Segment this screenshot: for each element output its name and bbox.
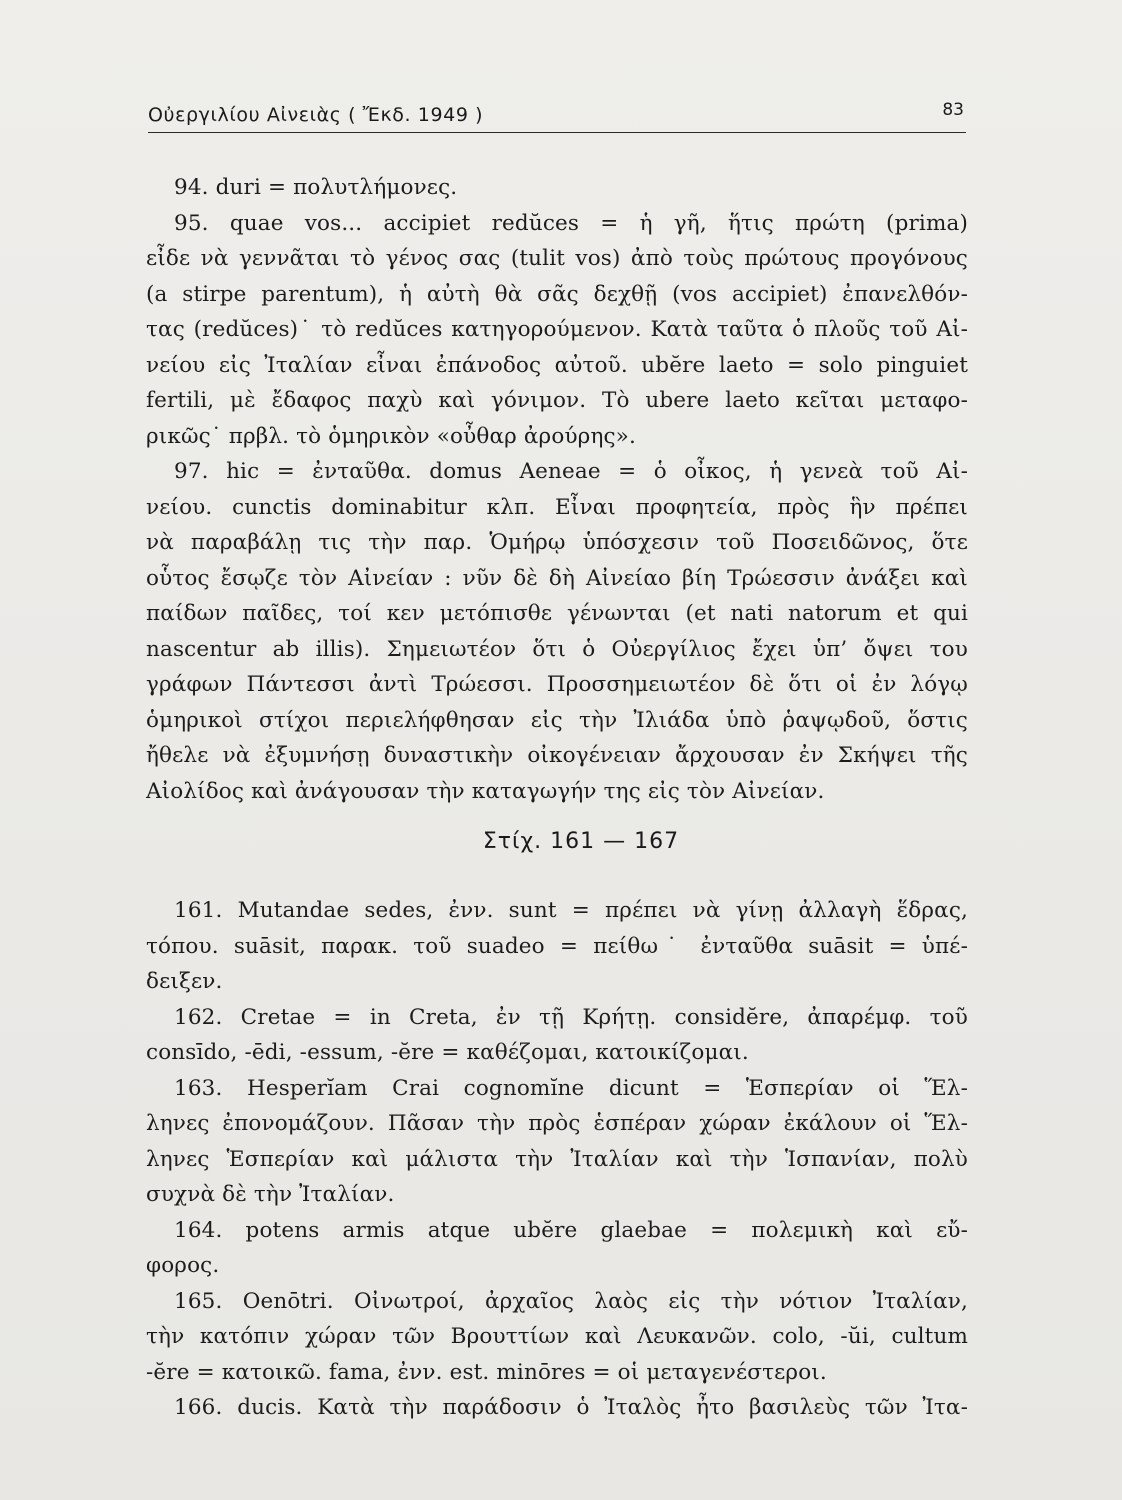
text-line: fertili, μὲ ἔδαφος παχὺ καὶ γόνιμον. Τὸ ubere laeto κεῖται μεταφο- bbox=[146, 388, 968, 413]
text-line: 94. duri = πολυτλήμονες. bbox=[174, 175, 458, 200]
text-line: 163. Hesperĭam Crai cognomĭne dicunt = Ἑσπερίαν οἱ Ἕλ- bbox=[174, 1075, 968, 1101]
text-line: ὁμηρικοὶ στίχοι περιελήφθησαν εἰς τὴν Ἰλιάδα ὑπὸ ῥαψῳδοῦ, ὅστις bbox=[146, 707, 968, 733]
text-line: 162. Cretae = in Creta, ἐν τῇ Κρήτῃ. considĕre, ἀπαρέμφ. τοῦ bbox=[174, 1004, 968, 1030]
commentary-block-1 bbox=[146, 170, 968, 809]
text-line: παίδων παῖδες, τοί κεν μετόπισθε γένωνται (et nati natorum et qui bbox=[146, 601, 968, 626]
text-line: (a stirpe parentum), ἡ αὐτὴ θὰ σᾶς δεχθῇ (vos accipiet) ἐπανελθόν- bbox=[146, 281, 968, 307]
text-line: νὰ παραβάλῃ τις τὴν παρ. Ὁμήρῳ ὑπόσχεσιν τοῦ Ποσειδῶνος, ὅτε bbox=[146, 530, 968, 555]
text-line: δειξεν. bbox=[146, 969, 223, 994]
text-line: -ĕre = κατοικῶ. fama, ἐνν. est. minōres = οἱ μεταγενέστεροι. bbox=[146, 1359, 827, 1385]
text-line: τόπου. suāsit, παρακ. τοῦ suadeo = πείθω˙ ἐνταῦθα suāsit = ὑπέ- bbox=[146, 933, 968, 959]
text-line: 165. Oenōtri. Οἰνωτροί, ἀρχαῖος λαὸς εἰς τὴν νότιον Ἰταλίαν, bbox=[174, 1288, 968, 1314]
text-line: consīdo, -ēdi, -essum, -ĕre = καθέζομαι, κατοικίζομαι. bbox=[146, 1040, 749, 1065]
text-line: γράφων Πάντεσσι ἀντὶ Τρώεσσι. Προσσημειωτέον δὲ ὅτι οἱ ἐν λόγῳ bbox=[146, 672, 968, 697]
text-line: ἤθελε νὰ ἐξυμνήσῃ δυναστικὴν οἰκογένειαν ἄρχουσαν ἐν Σκήψει τῆς bbox=[146, 743, 968, 768]
text-line: νείου. cunctis dominabitur κλπ. Εἶναι προφητεία, πρὸς ἣν πρέπει bbox=[146, 494, 968, 520]
text-line: Αἰολίδος καὶ ἀνάγουσαν τὴν καταγωγήν της εἰς τὸν Αἰνείαν. bbox=[146, 778, 825, 804]
text-line: 166. ducis. Κατὰ τὴν παράδοσιν ὁ Ἰταλὸς ἦτο βασιλεὺς τῶν Ἰτα- bbox=[174, 1395, 968, 1420]
text-line: φορος. bbox=[146, 1253, 220, 1278]
section-heading: Στίχ. 161 — 167 bbox=[482, 829, 680, 854]
running-head bbox=[148, 98, 966, 133]
text-line: τὴν κατόπιν χώραν τῶν Βρουττίων καὶ Λευκανῶν. colo, -ŭi, cultum bbox=[146, 1324, 968, 1349]
text-line: 97. hic = ἐνταῦθα. domus Aeneae = ὁ οἶκος, ἡ γενεὰ τοῦ Αἰ- bbox=[174, 459, 968, 484]
commentary-block-2 bbox=[146, 893, 968, 1426]
text-line: 95. quae vos... accipiet redŭces = ἡ γῆ, ἥτις πρώτη (prima) bbox=[174, 210, 968, 236]
text-line: 161. Mutandae sedes, ἐνν. sunt = πρέπει νὰ γίνῃ ἀλλαγὴ ἕδρας, bbox=[174, 898, 968, 923]
text-line: 164. potens armis atque ubĕre glaebae = πολεμικὴ καὶ εὔ- bbox=[174, 1217, 968, 1243]
text-line: συχνὰ δὲ τὴν Ἰταλίαν. bbox=[146, 1182, 395, 1207]
text-line: εἶδε νὰ γεννᾶται τὸ γένος σας (tulit vos) ἀπὸ τοὺς πρώτους προγόνους bbox=[146, 246, 968, 271]
text-line: νείου εἰς Ἰταλίαν εἶναι ἐπάνοδος αὐτοῦ. ubĕre laeto = solo pinguiet bbox=[146, 352, 968, 378]
running-title: Οὐεργιλίου Αἰνειὰς ( Ἔκδ. 1949 ) bbox=[148, 104, 484, 126]
page-number: 83 bbox=[942, 100, 964, 120]
text-line: ληνες Ἑσπερίαν καὶ μάλιστα τὴν Ἰταλίαν καὶ τὴν Ἱσπανίαν, πολὺ bbox=[146, 1146, 968, 1172]
text-line: τας (redŭces)˙ τὸ redŭces κατηγορούμενον. Κατὰ ταῦτα ὁ πλοῦς τοῦ Αἰ- bbox=[146, 317, 968, 342]
text-line: ληνες ἐπονομάζουν. Πᾶσαν τὴν πρὸς ἑσπέραν χώραν ἐκάλουν οἱ Ἕλ- bbox=[146, 1111, 968, 1136]
text-line: ρικῶς˙ πρβλ. τὸ ὁμηρικὸν «οὖθαρ ἀρούρης». bbox=[146, 423, 636, 449]
text-line: οὗτος ἔσῳζε τὸν Αἰνείαν : νῦν δὲ δὴ Αἰνείαο βίη Τρώεσσιν ἀνάξει καὶ bbox=[146, 565, 968, 591]
text-line: nascentur ab illis). Σημειωτέον ὅτι ὁ Οὐεργίλιος ἔχει ὑπ’ ὄψει του bbox=[146, 636, 968, 662]
